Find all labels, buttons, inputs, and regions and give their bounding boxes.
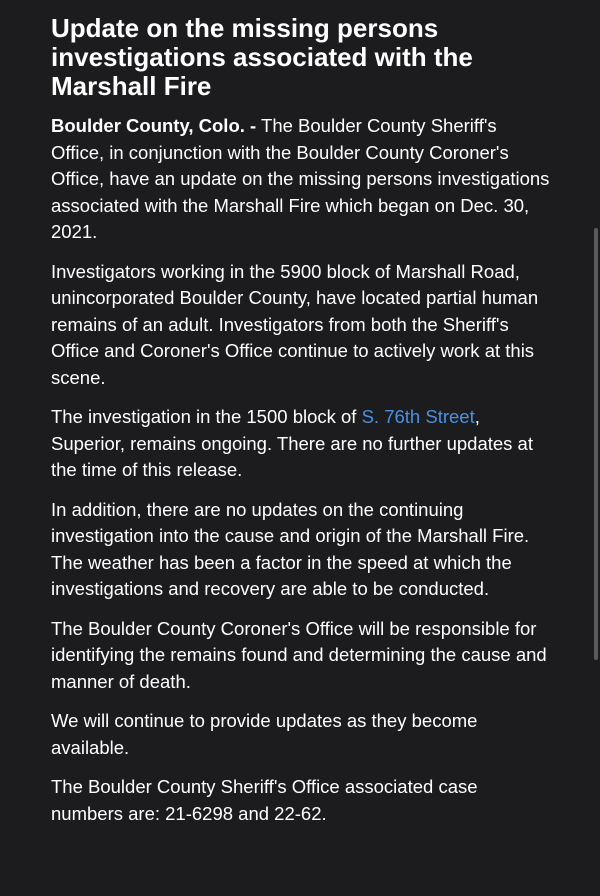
article-title: Update on the missing persons investigations associated with the Marshall Fire xyxy=(51,13,473,101)
paragraph-76th-street xyxy=(51,404,551,484)
paragraph-76th-street-before: The investigation in the 1500 block of xyxy=(51,406,357,427)
paragraph-intro xyxy=(51,113,551,246)
dateline: Boulder County, Colo. - xyxy=(51,115,257,136)
paragraph-cause-origin: In addition, there are no updates on the continuing investigation into the cause and origin of the Marshall Fire. The weather has been a factor in the speed at which the investigations and recovery are able to be conducted. xyxy=(51,498,530,599)
s-76th-street-link[interactable]: S. 76th Street xyxy=(361,406,475,427)
scrollbar[interactable] xyxy=(594,228,598,660)
paragraph-updates: We will continue to provide updates as they become available. xyxy=(51,710,478,758)
paragraph-76th-street-after: , Superior, remains ongoing. There are no further updates at the time of this release. xyxy=(51,406,533,480)
paragraph-marshall-road: Investigators working in the 5900 block of Marshall Road, unincorporated Boulder County, have located partial human remains of an adult. Investigators from both the Sheriff's Office and Coroner's Office continue to actively work at this scene. xyxy=(51,260,539,388)
article xyxy=(51,14,551,840)
paragraph-coroner: The Boulder County Coroner's Office will be responsible for identifying the remains found and determining the cause and manner of death. xyxy=(51,617,547,692)
paragraph-intro-text: The Boulder County Sheriff's Office, in conjunction with the Boulder County Coroner's Office, have an update on the missing persons investigations associated with the Marshall Fire which began on Dec. 30, 2021. xyxy=(51,115,550,242)
paragraph-case-numbers: The Boulder County Sheriff's Office associated case numbers are: 21-6298 and 22-62. xyxy=(51,776,478,824)
